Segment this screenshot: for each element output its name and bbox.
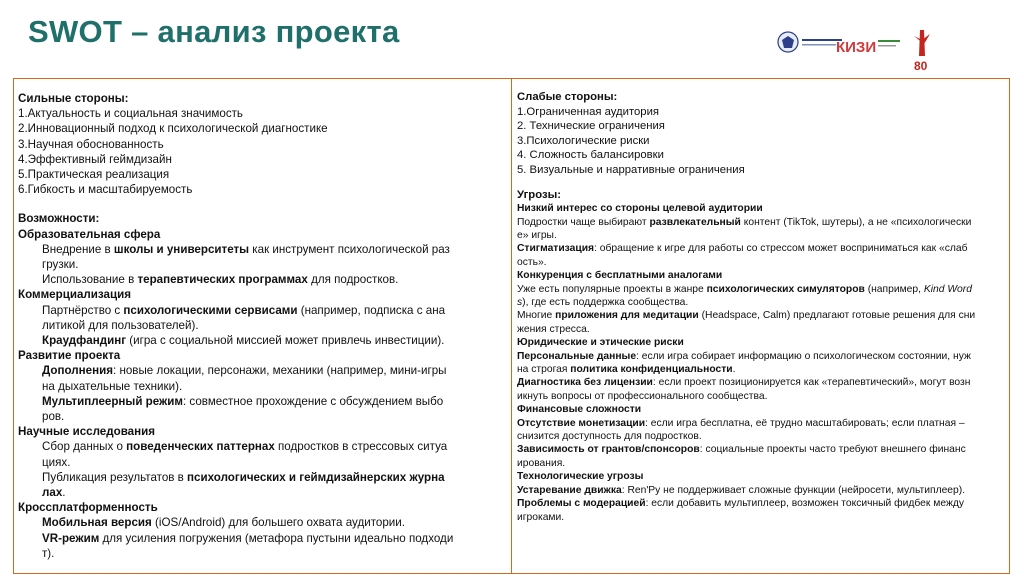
column-divider	[511, 79, 512, 573]
text-fragment: : обращение к игре для работы со стрессом может восприниматься как «слаб	[594, 243, 968, 255]
threat-line	[517, 296, 1005, 309]
text-fragment: (Headspace, Calm) предлагают готовые решения для сни	[698, 310, 976, 322]
strength-item: 6.Гибкость и масштабируемость	[18, 183, 193, 197]
threat-line	[517, 376, 1005, 389]
text-fragment: психологических и геймдизайнерских журна	[187, 470, 445, 484]
logos-group	[772, 26, 942, 76]
text-fragment: Kind Word	[923, 283, 972, 295]
text-fragment: школы и университеты	[113, 242, 250, 256]
threat-line	[517, 363, 1005, 376]
text-fragment: Дополнения	[42, 364, 113, 378]
threat-line: снизится доступность для подростков.	[517, 431, 702, 443]
ministry-logo	[778, 32, 842, 52]
page-title: SWOT – анализ проекта	[28, 14, 400, 49]
text-fragment: Мобильная версия	[42, 516, 152, 530]
text-fragment: : если проект позиционируется как «терапевтический», могут возн	[652, 377, 971, 389]
weaknesses-heading: Слабые стороны:	[517, 91, 618, 103]
opportunity-line: циях.	[42, 455, 71, 469]
text-fragment: развлекательный	[649, 216, 741, 228]
text-fragment: Уже есть популярные проекты в жанре	[517, 283, 707, 295]
threat-heading: Технологические угрозы	[517, 471, 644, 483]
text-fragment: Персональные данные	[517, 350, 637, 362]
strength-item: 1.Актуальность и социальная значимость	[18, 107, 243, 121]
text-fragment: Диагностика без лицензии	[517, 377, 653, 389]
threat-line: ирования.	[517, 457, 566, 469]
text-fragment: : если добавить мультиплеер, возможен токсичный фидбек между	[645, 498, 965, 510]
threat-line	[517, 417, 1005, 430]
threat-line	[517, 484, 1005, 497]
kizhi-logo	[836, 39, 900, 56]
threat-line	[517, 283, 1005, 296]
text-fragment: подростков в стрессовых ситуа	[274, 440, 448, 454]
opportunity-line: на дыхательные техники).	[42, 379, 183, 393]
text-fragment: .	[62, 486, 66, 500]
text-fragment: : Ren'Py не поддерживает сложные функции (нейросети, мультиплеер).	[621, 484, 966, 496]
text-fragment: (игра с социальной миссией может привлечь инвестиции).	[126, 334, 445, 348]
text-fragment: контент (TikTok, шутеры), а не «психологически	[740, 216, 972, 228]
text-fragment: лах	[42, 486, 63, 500]
threat-line: игроками.	[517, 511, 565, 523]
opportunity-line	[18, 363, 506, 378]
text-fragment: Сбор данных о	[42, 440, 127, 454]
left-column	[18, 79, 506, 561]
threat-line	[517, 497, 1005, 510]
threats-heading: Угрозы:	[517, 188, 561, 201]
opportunity-line: грузки.	[42, 258, 79, 272]
text-fragment: Проблемы с модерацией	[517, 498, 646, 510]
weakness-item: 4. Сложность балансировки	[517, 149, 664, 162]
threat-line	[517, 443, 1005, 456]
strength-item: 3.Научная обоснованность	[18, 137, 164, 151]
threat-line: жения стресса.	[517, 323, 590, 335]
text-fragment: Публикация результатов в	[42, 470, 188, 484]
text-fragment: (iOS/Android) для большего охвата аудитории.	[151, 516, 405, 530]
opportunity-line: т).	[42, 546, 55, 560]
threat-line	[517, 309, 1005, 322]
text-fragment: для усиления погружения (метафора пустыни идеально подходи	[99, 531, 454, 545]
text-fragment: : новые локации, персонажи, механики (например, мини-игры	[113, 364, 447, 378]
threat-line	[517, 242, 1005, 255]
text-fragment: Устаревание движка	[517, 484, 622, 496]
opportunity-line: ров.	[42, 410, 65, 424]
text-fragment: Партнёрство с	[42, 303, 124, 317]
science-heading: Научные исследования	[18, 425, 156, 439]
text-fragment: s	[517, 297, 523, 308]
education-heading: Образовательная сфера	[18, 227, 161, 241]
text-fragment: как инструмент психологической раз	[249, 242, 450, 256]
threat-line	[517, 350, 1005, 363]
text-fragment: : социальные проекты часто требуют внешнего финанс	[699, 444, 966, 456]
threat-line: икнуть вопросы от профессионального сообщества.	[517, 390, 768, 402]
weakness-item: 3.Психологические риски	[517, 134, 650, 147]
opportunity-line	[18, 272, 506, 287]
text-fragment: VR-режим	[42, 531, 100, 545]
text-fragment: на строгая	[517, 364, 571, 376]
opportunity-line	[18, 439, 506, 454]
opportunities-heading: Возможности:	[18, 212, 100, 226]
text-fragment: психологических симуляторов	[706, 283, 865, 295]
text-fragment: (например,	[864, 283, 924, 295]
crossplatform-heading: Кроссплатформенность	[18, 501, 158, 515]
text-fragment: Использование в	[42, 273, 138, 287]
development-heading: Развитие проекта	[18, 349, 121, 363]
text-fragment: Подростки чаще выбирают	[517, 216, 650, 228]
text-fragment: Краудфандинг	[42, 334, 127, 348]
threat-heading: Конкуренция с бесплатными аналогами	[517, 270, 723, 282]
strengths-heading: Сильные стороны:	[18, 92, 129, 105]
opportunity-line	[18, 394, 506, 409]
text-fragment: Многие	[517, 310, 556, 322]
opportunity-line	[18, 470, 506, 485]
strength-item: 5.Практическая реализация	[18, 168, 170, 182]
kizhi-logo-text: КИЗИ	[836, 39, 877, 56]
text-fragment: Внедрение в	[42, 242, 114, 256]
text-fragment: психологическими сервисами	[123, 303, 298, 317]
opportunity-line: литикой для пользователей).	[42, 318, 199, 332]
text-fragment: (например, подписка с ана	[297, 303, 446, 317]
text-fragment: Зависимость от грантов/спонсоров	[517, 444, 700, 456]
commercial-heading: Коммерциализация	[18, 288, 131, 302]
text-fragment: приложения для медитации	[555, 310, 699, 322]
opportunity-line	[18, 515, 506, 530]
weakness-item: 2. Технические ограничения	[517, 120, 665, 133]
anniversary-logo	[914, 30, 930, 73]
threat-line: е» игры.	[517, 229, 557, 241]
text-fragment: : если игра бесплатна, её трудно масштабировать; если платная –	[645, 417, 965, 429]
opportunity-line	[18, 531, 506, 546]
text-fragment: : совместное прохождение с обсуждением выбо	[182, 394, 444, 408]
text-fragment: Стигматизация	[517, 243, 595, 255]
opportunity-line	[18, 242, 506, 257]
weakness-item: 5. Визуальные и нарративные ограничения	[517, 163, 745, 176]
text-fragment: для подростков.	[307, 273, 399, 287]
text-fragment: терапевтических программах	[137, 273, 308, 287]
opportunity-line	[18, 303, 506, 318]
right-column	[517, 79, 1005, 524]
text-fragment: политика конфиденциальности	[570, 364, 733, 376]
threat-heading: Юридические и этические риски	[517, 337, 684, 349]
opportunity-line	[18, 485, 506, 500]
threat-line	[517, 216, 1005, 229]
text-fragment: .	[732, 364, 736, 376]
text-fragment: Отсутствие монетизации	[517, 417, 646, 429]
weakness-item: 1.Ограниченная аудитория	[517, 105, 659, 118]
strength-item: 2.Инновационный подход к психологической диагностике	[18, 122, 328, 136]
swot-table	[13, 78, 1010, 574]
threat-heading: Финансовые сложности	[517, 404, 642, 416]
strength-item: 4.Эффективный геймдизайн	[18, 152, 172, 166]
text-fragment: ), где есть поддержка сообщества.	[522, 297, 689, 308]
text-fragment: поведенческих паттернах	[126, 440, 275, 454]
anniversary-logo-text: 80	[914, 59, 928, 73]
text-fragment: Мультиплеерный режим	[42, 394, 183, 408]
opportunity-line	[18, 333, 506, 348]
threat-heading: Низкий интерес со стороны целевой аудитории	[517, 203, 763, 215]
text-fragment: : если игра собирает информацию о психологическом состоянии, нуж	[636, 350, 971, 362]
threat-line: ость».	[517, 256, 547, 268]
